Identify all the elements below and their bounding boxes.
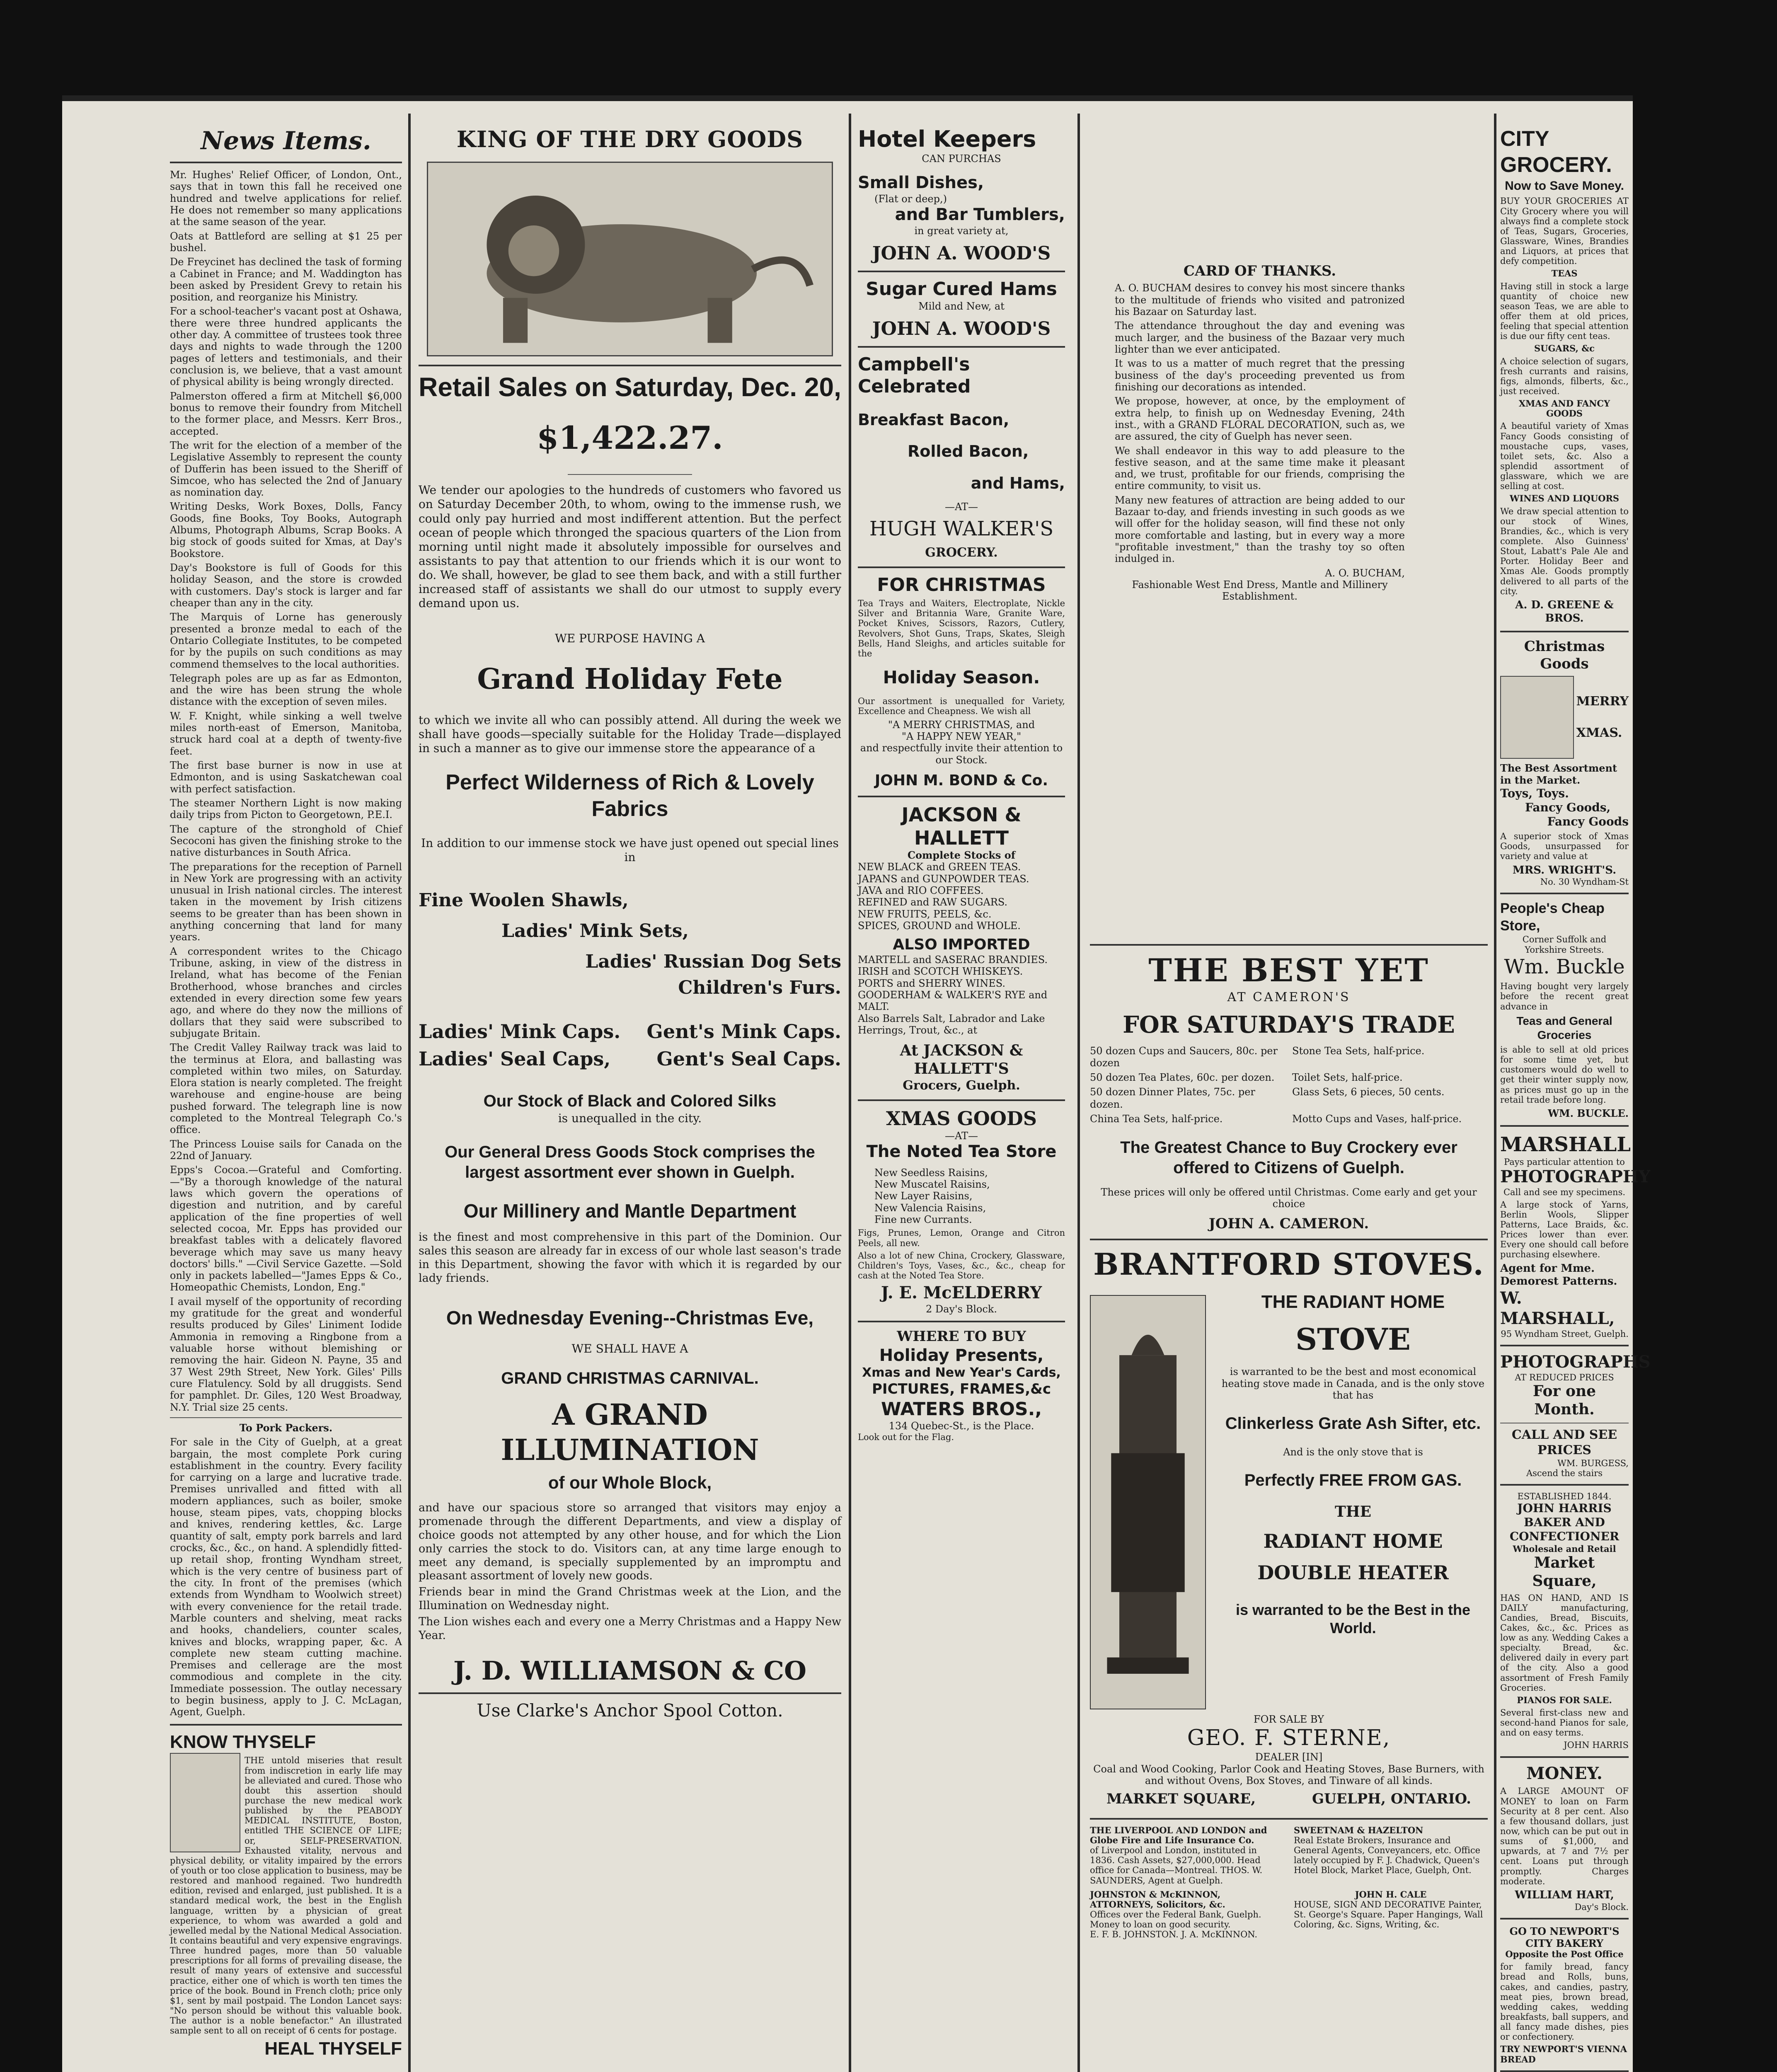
williamson-firm: J. D. WILLIAMSON & CO: [453, 1656, 806, 1686]
bar-tumblers: and Bar Tumblers,: [895, 205, 1065, 225]
walker-grocery: GROCERY.: [925, 545, 998, 560]
harris-signature: JOHN HARRIS: [1564, 1740, 1629, 1750]
teas-groceries-text: is able to sell at old prices for some time yet, but customers would do well to get their winter supply now, as prices must go up in the retail trade before long.: [1500, 1044, 1629, 1105]
illumination-heading: A GRAND ILLUMINATION: [501, 1397, 759, 1467]
buy-groceries-text: BUY YOUR GROCERIES AT City Grocery where you will always find a complete stock of Teas, Sugars, Groceries, Glassware, Wines, Brandies and Liquors, at prices that defy competition.: [1500, 196, 1629, 266]
newport-text: for family bread, fancy bread and Rolls, buns, cakes, and candies, pastry, meat pies, brown bread, wedding cakes, wedding breakfasts, ball suppers, and all fancy made dishes, pies or confectionery.: [1500, 1962, 1629, 2042]
raisin-item: New Valencia Raisins,: [874, 1202, 986, 1214]
mild-new: Mild and New, at: [918, 300, 1005, 312]
great-variety: in great variety at,: [914, 225, 1009, 237]
teas-groceries-heading: Teas and General Groceries: [1516, 1014, 1612, 1041]
thanks-paragraph: We propose, however, at once, by the employment of extra help, to finish up on Wednesday Evening, 24th inst., with a GRAND FLORAL DECORATION, such as, we are assured, the city of Guelph has never seen.: [1115, 395, 1405, 443]
news-item: Day's Bookstore is full of Goods for this holiday Season, and the store is crowded with customers. Day's stock is larger and far cheaper than any in the city.: [170, 562, 402, 609]
millinery-text: is the finest and most comprehensive in this part of the Dominion. Our sales this season are already far in excess of our whole last season's trade in this Department, showing the favor with which it is regarded by our lady friends.: [419, 1230, 841, 1285]
hugh-walker: HUGH WALKER'S: [869, 517, 1054, 541]
at-label: —AT—: [944, 501, 978, 513]
news-item: Palmerston offered a firm at Mitchell $6,000 bonus to remove their foundry from Mitchell to the former place, and Messrs. Kerr Bros., accepted.: [170, 390, 402, 437]
thanks-paragraph: We shall endeavor in this way to add pleasure to the festive season, and at the same time make it pleasant and, we trust, profitable for our friends, comprising the entire community, to visit us.: [1115, 445, 1405, 492]
card-of-thanks-heading: CARD OF THANKS.: [1183, 263, 1336, 279]
campbell-heading: Campbell's Celebrated: [858, 353, 971, 397]
established-1844: ESTABLISHED 1844.: [1517, 1491, 1612, 1501]
jackson-hallett-heading: JACKSON & HALLETT: [901, 803, 1022, 849]
silks-heading: Our Stock of Black and Colored Silks: [483, 1092, 777, 1111]
brandy-list-item: Also Barrels Salt, Labrador and Lake Herrings, Trout, &c., at: [858, 1012, 1045, 1036]
ascend-stairs: Ascend the stairs: [1526, 1468, 1603, 1478]
double-heater: DOUBLE HEATER: [1257, 1561, 1449, 1584]
know-thyself-heading: KNOW THYSELF: [170, 1731, 316, 1752]
crockery-item: Stone Tea Sets, half-price.: [1292, 1045, 1425, 1057]
sugars-text: A choice selection of sugars, fresh currants and raisins, figs, almonds, filberts, &c., just received.: [1500, 356, 1629, 396]
sugar-hams: Sugar Cured Hams: [866, 278, 1057, 300]
gents-seal-caps: Gent's Seal Caps.: [656, 1048, 841, 1070]
gents-mink-caps: Gent's Mink Caps.: [646, 1020, 841, 1043]
harris-text: HAS ON HAND, AND IS DAILY manufacturing, Candies, Bread, Biscuits, Cakes, &c., &c. Prices as low as any. Wedding Cakes a specialty. Bread, &c. delivered daily in every part of the city. Also a good assortment of Fresh Family Groceries.: [1500, 1593, 1629, 1693]
mcelderry-address: 2 Day's Block.: [926, 1303, 997, 1315]
column-city-grocery: [1500, 126, 1651, 2072]
childrens-furs: Children's Furs.: [678, 977, 841, 999]
johnston-heading: JOHNSTON & McKINNON, ATTORNEYS, Solicitors, &c.: [1090, 1889, 1225, 1910]
grocers-guelph: Grocers, Guelph.: [903, 1078, 1020, 1093]
news-item: A correspondent writes to the Chicago Tribune, asking, in view of the distress in Ireland, what has become of the Fenian Brotherhood, whose branches and circles extended in every direction some few years ago, and where do they now the millions of dollars that they said were subscribed to subjugate Britain.: [170, 945, 402, 1039]
sweetnam-text: Real Estate Brokers, Insurance and General Agents, Conveyancers, etc. Office lately occupied by F. J. Chadwick, Queen's Hotel Block, Market Place, Guelph, Ont.: [1294, 1835, 1481, 1876]
john-bond: JOHN M. BOND & Co.: [874, 772, 1048, 789]
cale-heading: JOHN H. CALE: [1355, 1889, 1427, 1900]
stove-heading: STOVE: [1295, 1322, 1411, 1357]
radiant-home-2: RADIANT HOME: [1263, 1530, 1443, 1552]
spacious-text: and have our spacious store so arranged that visitors may enjoy a promenade through the different Departments, and view a display of choice goods not attempted by any other house, and for which the Lion only carries the stock to do. Visitors can, at any time large enough to meet any demand, is specially supplemented by an impromptu and pleasant assortment of lovely new goods.: [419, 1501, 841, 1583]
stove-icon: [1091, 1296, 1205, 1709]
xmas-cards: Xmas and New Year's Cards,: [862, 1365, 1061, 1380]
brandy-list-item: IRISH and SCOTCH WHISKEYS.: [858, 966, 1023, 978]
fancy-goods-2: Fancy Goods: [1547, 815, 1629, 829]
column-rule: [849, 114, 851, 2072]
carnival-heading: GRAND CHRISTMAS CARNIVAL.: [501, 1369, 759, 1387]
rolled-bacon: Rolled Bacon,: [908, 442, 1029, 461]
baker-confectioner: BAKER AND CONFECTIONER: [1509, 1515, 1620, 1544]
superior-stock-text: A superior stock of Xmas Goods, unsurpassed for variety and value at: [1500, 831, 1629, 862]
silks-sub: is unequalled in the city.: [558, 1111, 702, 1126]
column-cameron-stoves: [1090, 126, 1488, 2072]
demorest-agent: Agent for Mme. Demorest Patterns.: [1500, 1262, 1617, 1288]
wm-buckle-heading: Wm. Buckle: [1504, 955, 1625, 978]
crockery-item: 50 dozen Dinner Plates, 75c. per dozen.: [1090, 1086, 1255, 1110]
raisin-item: New Layer Raisins,: [874, 1190, 973, 1202]
news-items-title: News Items.: [201, 126, 371, 155]
column-king-of-dry-goods: [419, 126, 841, 2072]
purpose-text: WE PURPOSE HAVING A: [555, 631, 705, 645]
pianos-text: Several first-class new and second-hand Pianos for sale, and on easy terms.: [1500, 1708, 1629, 1738]
tea-list-item: REFINED and RAW SUGARS.: [858, 896, 1008, 908]
money-heading: MONEY.: [1526, 1763, 1603, 1783]
the-label: THE: [1334, 1503, 1372, 1521]
wm-burgess: WM. BURGESS,: [1557, 1458, 1629, 1468]
johnston-text: Offices over the Federal Bank, Guelph. Money to loan on good security.: [1090, 1910, 1261, 1930]
radiant-home-heading: THE RADIANT HOME: [1261, 1291, 1445, 1312]
raisin-item: Fine new Currants.: [874, 1214, 972, 1226]
one-month: For one Month.: [1532, 1382, 1596, 1418]
news-item: W. F. Knight, while sinking a well twelve miles north-east of Emerson, Manitoba, struck hard coal at a depth of twenty-five feet.: [170, 710, 402, 757]
news-item: For a school-teacher's vacant post at Oshawa, there were three hundred applicants the other day. A committee of trustees took three days and nights to wade through the 1200 pages of letters and testimonials, and their conclusion is, we believe, that a vast amount of physical ability is being wrongly directed.: [170, 305, 402, 388]
raisin-item: New Seedless Raisins,: [874, 1167, 988, 1179]
newspaper-page: [62, 95, 1651, 2072]
brandy-list-item: PORTS and SHERRY WINES.: [858, 977, 1005, 989]
days-block: Day's Block.: [1574, 1902, 1629, 1912]
complete-stocks: Complete Stocks of: [907, 849, 1016, 861]
news-item: The preparations for the reception of Parnell in New York are progressing with an activity unusual in Irish national circles. The interest taken in the movement by Irish citizens seems to be greater than has been shown in anything concerning that land for many years.: [170, 861, 402, 943]
column-news-items: [170, 126, 402, 2072]
news-item: The capture of the stronghold of Chief Secoconi has given the finishing stroke to the native disturbances in South Africa.: [170, 823, 402, 859]
raisin-item: New Muscatel Raisins,: [874, 1179, 990, 1191]
geo-sterne: GEO. F. STERNE,: [1187, 1726, 1391, 1751]
xmas-fancy-text: A beautiful variety of Xmas Fancy Goods consisting of moustache cups, vases, toilet sets, &c. Also a splendid assortment of glassware, which we are selling at cost.: [1500, 421, 1629, 491]
waters-bros: WATERS BROS.,: [881, 1398, 1042, 1420]
thanks-paragraph: The attendance throughout the day and evening was much larger, and the business of the Bazaar very much lighter than we ever anticipated.: [1115, 320, 1405, 356]
free-from-gas: Perfectly FREE FROM GAS.: [1244, 1471, 1462, 1490]
at-cameron: AT CAMERON'S: [1227, 990, 1351, 1005]
thanks-signature: A. O. BUCHAM,: [1325, 567, 1405, 579]
pork-packers-heading: To Pork Packers.: [239, 1421, 333, 1434]
yarns-text: A large stock of Yarns, Berlin Wools, Slipper Patterns, Lace Braids, &c. Prices lower than ever. Every one should call before purchasing elsewhere.: [1500, 1199, 1629, 1260]
photographs-heading: PHOTOGRAPHS: [1500, 1352, 1651, 1372]
news-item: The Marquis of Lorne has generously presented a bronze medal to each of the Ontario Collegiate Institutes, to be competed for by the pupils on such conditions as may commend themselves to the local authorities.: [170, 611, 402, 670]
at-jackson: At JACKSON & HALLETT'S: [900, 1042, 1023, 1078]
for-sale-by: FOR SALE BY: [1254, 1713, 1324, 1725]
and-hams: and Hams,: [971, 474, 1065, 492]
buckle-signature: WM. BUCKLE.: [1548, 1107, 1629, 1119]
quebec-street: 134 Quebec-St., is the Place.: [888, 1420, 1034, 1432]
city-grocery-heading: CITY GROCERY.: [1500, 127, 1612, 177]
xmas-goods-heading: XMAS GOODS: [886, 1107, 1037, 1130]
crockery-item: Toilet Sets, half-price.: [1292, 1072, 1403, 1084]
apology-text: We tender our apologies to the hundreds of customers who favored us on Saturday December 20th, to whom, owing to the immense rush, we could only pay hurried and most indifferent attention. But the perfect ocean of people which thronged the spacious quarters of the Lion from morning until night made it absolutely impossible for ourselves and assistants to pay that attention to our friends which it is our wont to do. We shall, however, be glad to see them back, and with a still further increased staff of assistants we shall do our utmost to supply every demand upon us.: [419, 483, 841, 610]
news-item: The Credit Valley Railway track was laid to the terminus at Elora, and ballasting was completed within two miles, on Saturday. Elora station is nearly completed. The freight warehouse and engine-house are being pushed forward. The telegraph line is now completed to the Montreal Telegraph Co.'s office.: [170, 1042, 402, 1136]
w-marshall: W. MARSHALL,: [1500, 1288, 1615, 1328]
teas-text: Having still in stock a large quantity of choice new season Teas, we are able to offer them at old prices, feeling that special attention is due our fifty cent teas.: [1500, 281, 1629, 341]
stove-types: Coal and Wood Cooking, Parlor Cook and Heating Stoves, Base Burners, with and without Ovens, Box Stoves, and Tinware of all kinds.: [1093, 1763, 1484, 1787]
at-label-2: —AT—: [944, 1130, 978, 1142]
happy-new-year: "A HAPPY NEW YEAR,": [901, 730, 1022, 742]
wilderness-heading: Perfect Wilderness of Rich & Lovely Fabrics: [445, 770, 814, 821]
pianos-heading: PIANOS FOR SALE.: [1517, 1694, 1612, 1705]
john-wood-1: JOHN A. WOOD'S: [872, 243, 1051, 264]
thanks-paragraph: It was to us a matter of much regret that the pressing business of the day's proceeding prevented us from finishing our decorations as intended.: [1115, 358, 1405, 393]
best-yet-heading: THE BEST YET: [1148, 952, 1429, 989]
teas-heading: TEAS: [1551, 268, 1578, 279]
vienna-bread: TRY NEWPORT'S VIENNA BREAD: [1500, 2044, 1627, 2065]
mcelderry: J. E. McELDERRY: [881, 1283, 1042, 1303]
prices-text: These prices will only be offered until Christmas. Come early and get your choice: [1101, 1186, 1477, 1210]
tea-list-item: NEW FRUITS, PEELS, &c.: [858, 908, 992, 920]
greatest-chance: The Greatest Chance to Buy Crockery ever offered to Citizens of Guelph.: [1120, 1138, 1457, 1177]
column-grocers: [858, 126, 1065, 2072]
crockery-item: Motto Cups and Vases, half-price.: [1292, 1113, 1462, 1125]
news-item: De Freycinet has declined the task of forming a Cabinet in France; and M. Waddington has been asked by President Grevy to retain his position, and reorganize his Ministry.: [170, 256, 402, 303]
reduced-prices: AT REDUCED PRICES: [1515, 1372, 1614, 1382]
holiday-presents: Holiday Presents,: [879, 1346, 1044, 1365]
where-to-buy: WHERE TO BUY: [897, 1328, 1026, 1345]
wyndham-address: No. 30 Wyndham-St: [1540, 877, 1629, 887]
respect-text: and respectfully invite their attention to our Stock.: [860, 742, 1063, 766]
dress-goods-heading: Our General Dress Goods Stock comprises the largest assortment ever shown in Guelph.: [445, 1143, 815, 1182]
brantford-stoves: BRANTFORD STOVES.: [1093, 1246, 1484, 1282]
know-thyself-text: THE untold miseries that result from indiscretion in early life may be alleviated and cured. Those who doubt this assertion should purchase the new medical work published by the PEABODY MEDICAL INSTITUTE, Boston, entitled THE SCIENCE OF LIFE; or, SELF-PRESERVATION. Exhausted vitality, nervous and physical debility, or vitality impaired by the errors of youth or too close application to business, may be restored and manhood regained. Two hundredth edition, revised and enlarged, just published. It is a standard medical work, the best in the English language, written by a physician of great experience, to whom was awarded a gold and jewelled medal by the National Medical Association. It contains beautiful and very expensive engravings. Three hundred pages, more than 50 valuable prescriptions for all forms of prevailing disease, the result of many years of extensive and successful practice, either one of which is worth ten times the price of the book. Bound in French cloth; price only $1, sent by mail postpaid. The London Lancet says: "No person should be without this valuable book. The author is a noble benefactor." An illustrated sample sent to all on receipt of 6 cents for postage.: [170, 1755, 402, 2036]
brandy-list-item: GOODERHAM & WALKER'S RYE and MALT.: [858, 989, 1048, 1013]
news-item: Writing Desks, Work Boxes, Dolls, Fancy Goods, fine Books, Toy Books, Autograph Albums, Photograph Albums, Scrap Books. A big stock of goods suited for Xmas, at Day's Bookstore.: [170, 501, 402, 559]
column-rule: [1077, 114, 1080, 2072]
news-item: Oats at Battleford are selling at $1 25 per bushel.: [170, 230, 402, 254]
wines-heading: WINES AND LIQUORS: [1509, 493, 1620, 504]
call-see-prices: CALL AND SEE PRICES: [1511, 1428, 1617, 1458]
wednesday-heading: On Wednesday Evening--Christmas Eve,: [446, 1307, 814, 1329]
brandy-list-item: MARTELL and SASERAC BRANDIES.: [858, 954, 1048, 966]
dealer-in: DEALER [IN]: [1255, 1751, 1323, 1763]
peoples-cheap-store: People's Cheap Store,: [1500, 900, 1605, 934]
breakfast-bacon: Breakfast Bacon,: [858, 411, 1010, 429]
shall-have-text: WE SHALL HAVE A: [571, 1341, 688, 1356]
assortment-text: Our assortment is unequalled for Variety, Excellence and Cheapness. We wish all: [858, 696, 1065, 716]
china-text: Also a lot of new China, Crockery, Glassware, Children's Toys, Vases, &c., &c., cheap for cash at the Noted Tea Store.: [858, 1250, 1065, 1280]
corner-streets: Corner Suffolk and Yorkshire Streets.: [1522, 934, 1607, 955]
wholesale-retail: Wholesale and Retail: [1513, 1543, 1616, 1554]
buckle-text: Having bought very largely before the recent great advance in: [1500, 981, 1629, 1012]
liverpool-heading: THE LIVERPOOL AND LONDON and Globe Fire and Life Insurance Co.: [1090, 1825, 1267, 1846]
wines-text: We draw special attention to our stock of Wines, Brandies, &c., which is very complete. Also Guinness' Stout, Labatt's Pale Ale and Porter. Holiday Beer and Xmas Ale. Goods promptly delivered to all parts of the city.: [1500, 506, 1629, 596]
fete-text: to which we invite all who can possibly attend. All during the week we shall have goods—specially suitable for the Holiday Trade—displayed in such a manner as to give our immense store the appearance of a: [419, 713, 841, 755]
crockery-item: Glass Sets, 6 pieces, 50 cents.: [1292, 1086, 1445, 1098]
john-harris-heading: JOHN HARRIS: [1517, 1501, 1612, 1515]
w-marshall-address: 95 Wyndham Street, Guelph.: [1501, 1329, 1629, 1339]
best-assortment: The Best Assortment in the Market.: [1500, 762, 1617, 787]
market-square: MARKET SQUARE,: [1106, 1791, 1256, 1808]
money-text: A LARGE AMOUNT OF MONEY to loan on Farm Security at 8 per cent. Also a few thousand dollars, just now, which can be put out in sums of $1,000, and upwards, at 7 and 7½ per cent. Loans put through promptly. Charges moderate.: [1500, 1786, 1629, 1886]
figs-text: Figs, Prunes, Lemon, Orange and Citron Peels, all new.: [858, 1228, 1065, 1248]
save-money: Now to Save Money.: [1505, 179, 1624, 193]
pork-packers-text: For sale in the City of Guelph, at a great bargain, the most complete Pork curing establishment in the country. Every facility for carrying on a large and lucrative trade. Premises unrivalled and fitted with all modern appliances, such as boiler, smoke house, steam pipes, vats, chopping blocks and knives, rendering kettles, &c. Large quantity of salt, empty pork barrels and lard crocks, &c., &c., on hand. A splendidly fitted-up retail shop, fronting Wyndham street, which is the very centre of business part of the city. In front of the premises (which extends from Wyndham to Woolwich street) with every convenience for the retail trade. Marble counters and shelving, meat racks and hooks, chandeliers, counter scales, knives and blocks, wrapping paper, &c. A complete new steam cutting machine. Premises and cellerage are the most commodious and complete in the city. Immediate possession. The outlay necessary to begin business, apply to J. C. McLagan, Agent, Guelph.: [170, 1436, 402, 1718]
thanks-paragraph: Many new features of attraction are being added to our Bazaar to-day, and friends investing in such goods as we will offer for the holiday season, will find these not only more comfortable and lasting, but in every way a more "profitable investment," than the trashy toy so often indulged in.: [1115, 494, 1405, 565]
xmas-fancy-heading: XMAS AND FANCY GOODS: [1518, 398, 1610, 419]
crockery-item: 50 dozen Tea Plates, 60c. per dozen.: [1090, 1072, 1275, 1084]
photography-heading: PHOTOGRAPHY: [1500, 1167, 1651, 1186]
tea-list-item: SPICES, GROUND and WHOLE.: [858, 920, 1021, 932]
crockery-item: 50 dozen Cups and Saucers, 80c. per dozen: [1090, 1045, 1278, 1069]
clarke-cotton: Use Clarke's Anchor Spool Cotton.: [477, 1700, 783, 1721]
news-item: Epps's Cocoa.—Grateful and Comforting.—"By a thorough knowledge of the natural laws which govern the operations of digestion and nutrition, and by careful application of the fine properties of well selected cocoa, Mr. Epps has provided our breakfast tables with a delicately flavored beverage which may save us many heavy doctors' bills." —Civil Service Gazette. —Sold only in packets labelled—"James Epps & Co., Homeopathic Chemists, London, Eng.": [170, 1164, 402, 1293]
noted-tea-store: The Noted Tea Store: [866, 1142, 1057, 1162]
king-dry-goods-title: KING OF THE DRY GOODS: [456, 126, 804, 152]
tea-list-item: JAPANS and GUNPOWDER TEAS.: [858, 873, 1029, 885]
holiday-season: Holiday Season.: [883, 667, 1040, 688]
column-rule: [408, 114, 411, 2072]
christmas-goods-heading: Christmas Goods: [1524, 638, 1605, 672]
sales-amount: $1,422.27.: [537, 419, 723, 457]
pictures-frames: PICTURES, FRAMES,&c: [872, 1381, 1051, 1398]
addition-text: In addition to our immense stock we have just opened out special lines in: [421, 836, 839, 864]
clinkerless: Clinkerless Grate Ash Sifter, etc.: [1225, 1414, 1481, 1433]
portrait-engraving: [170, 1753, 240, 1852]
retail-sales-heading: Retail Sales on Saturday, Dec. 20,: [419, 372, 841, 402]
john-cameron: JOHN A. CAMERON.: [1208, 1215, 1369, 1232]
call-specimens: Call and see my specimens.: [1503, 1187, 1626, 1197]
xmas-label: XMAS.: [1576, 726, 1622, 741]
sweetnam-heading: SWEETNAM & HAZELTON: [1294, 1825, 1424, 1835]
stove-engraving: [1090, 1295, 1206, 1709]
william-hart: WILLIAM HART,: [1515, 1888, 1614, 1901]
lion-engraving: [427, 162, 833, 356]
russian-dog-sets: Ladies' Russian Dog Sets: [585, 951, 841, 972]
opposite-post-office: Opposite the Post Office: [1505, 1949, 1624, 1960]
for-christmas-heading: FOR CHRISTMAS: [877, 574, 1046, 595]
hotel-keepers-heading: Hotel Keepers: [858, 126, 1036, 152]
small-dishes: Small Dishes,: [858, 173, 984, 193]
tea-list-item: NEW BLACK and GREEN TEAS.: [858, 861, 1021, 873]
lion-icon: [428, 163, 832, 355]
news-item: The writ for the election of a member of the Legislative Assembly to represent the county of Dufferin has been issued to the Sheriff of Simcoe, who has selected the 2nd of January as nomination day.: [170, 439, 402, 499]
newport-heading: GO TO NEWPORT'S CITY BAKERY: [1509, 1925, 1620, 1949]
news-item: Telegraph poles are up as far as Edmonton, and the wire has been strung the whole distance with the exception of seven miles.: [170, 672, 402, 708]
news-item: The steamer Northern Light is now making daily trips from Picton to Georgetown, P.E.I.: [170, 797, 402, 821]
sugars-heading: SUGARS, &c: [1534, 343, 1595, 354]
heal-thyself-heading: HEAL THYSELF: [264, 2038, 402, 2059]
market-square-heading: Market Square,: [1532, 1554, 1597, 1590]
warranted-text: is warranted to be the best and most economical heating stove made in Canada, and is the only stove that has: [1221, 1366, 1485, 1401]
crockery-item: China Tea Sets, half-price.: [1090, 1113, 1223, 1125]
column-rule: [1494, 114, 1496, 2072]
ladies-mink-caps: Ladies' Mink Caps.: [419, 1020, 621, 1043]
merry-christmas: "A MERRY CHRISTMAS, and: [888, 719, 1035, 731]
cale-text: HOUSE, SIGN AND DECORATIVE Painter, St. George's Square. Paper Hangings, Wall Coloring, &c. Signs, Writing, &c.: [1294, 1899, 1483, 1930]
news-item: Mr. Hughes' Relief Officer, of London, Ont., says that in town this fall he received one hundred and twelve applications for relief. He does not remember so many applications at the same season of the year.: [170, 169, 402, 228]
only-stove: And is the only stove that is: [1283, 1446, 1423, 1458]
merry-label: MERRY: [1576, 694, 1629, 709]
news-item: The first base burner is now in use at Edmonton, and is using Saskatchewan coal with perfect satisfaction.: [170, 760, 402, 795]
johnston-signature: E. F. B. JOHNSTON. J. A. McKINNON.: [1090, 1929, 1258, 1940]
millinery-heading: Our Millinery and Mantle Department: [463, 1200, 797, 1222]
fine-shawls: Fine Woolen Shawls,: [419, 890, 629, 911]
flat-deep: (Flat or deep,): [874, 193, 947, 205]
toys-label: Toys, Toys.: [1500, 786, 1569, 800]
best-in-world: is warranted to be the Best in the World.: [1235, 1601, 1471, 1637]
mrs-wright: MRS. WRIGHT'S.: [1512, 864, 1617, 876]
can-purchase: CAN PURCHAS: [922, 152, 1001, 165]
john-wood-2: JOHN A. WOOD'S: [872, 318, 1051, 339]
wishes-text: The Lion wishes each and every one a Merry Christmas and a Happy New Year.: [419, 1615, 841, 1642]
guelph-ontario: GUELPH, ONTARIO.: [1312, 1791, 1471, 1808]
news-item: The Princess Louise sails for Canada on the 22nd of January.: [170, 1138, 402, 1162]
whole-block-heading: of our Whole Block,: [548, 1472, 712, 1492]
liverpool-text: of Liverpool and London, instituted in 1836. Cash Assets, $27,000,000. Head office for Canada—Montreal. THOS. W. SAUNDERS, Agent at Guelph.: [1090, 1845, 1263, 1886]
greene-bros: A. D. GREENE & BROS.: [1515, 598, 1614, 625]
pays-attention: Pays particular attention to: [1504, 1157, 1625, 1167]
fancy-goods-1: Fancy Goods,: [1525, 800, 1611, 814]
santa-engraving: [1500, 676, 1574, 759]
ladies-seal-caps: Ladies' Seal Caps,: [419, 1048, 611, 1070]
tea-list-item: JAVA and RIO COFFEES.: [858, 884, 984, 896]
news-item: I avail myself of the opportunity of recording my gratitude for the great and wonderful results produced by Giles' Liniment Iodide Ammonia in removing a Ringbone from a valuable horse without blemishing or removing the hair. Gideon N. Payne, 35 and 37 West 29th Street, New York. Giles' Pills cure Flatulency. Sold by all druggists. Send for pamphlet. Dr. Giles, 120 West Broadway, N.Y. Trial size 25 cents.: [170, 1295, 402, 1413]
friends-text: Friends bear in mind the Grand Christmas week at the Lion, and the Illumination on Wednesday night.: [419, 1585, 841, 1612]
christmas-text: Tea Trays and Waiters, Electroplate, Nickle Silver and Britannia Ware, Granite Ware, Pocket Knives, Scissors, Razors, Cutlery, Revolvers, Shot Guns, Traps, Skates, Sleigh Bells, Hand Sleighs, and articles suitable for the: [858, 598, 1065, 658]
thanks-paragraph: A. O. BUCHAM desires to convey his most sincere thanks to the multitude of friends who visited and patronized his Bazaar on Saturday last.: [1115, 282, 1405, 318]
marshall-heading: MARSHALL: [1500, 1133, 1631, 1157]
saturday-trade: FOR SATURDAY'S TRADE: [1123, 1011, 1455, 1039]
thanks-firm: Fashionable West End Dress, Mantle and Millinery Establishment.: [1132, 579, 1388, 603]
holiday-fete-heading: Grand Holiday Fete: [477, 662, 783, 696]
flag-text: Look out for the Flag.: [858, 1432, 954, 1442]
mink-sets: Ladies' Mink Sets,: [501, 920, 689, 942]
also-imported: ALSO IMPORTED: [893, 936, 1030, 954]
